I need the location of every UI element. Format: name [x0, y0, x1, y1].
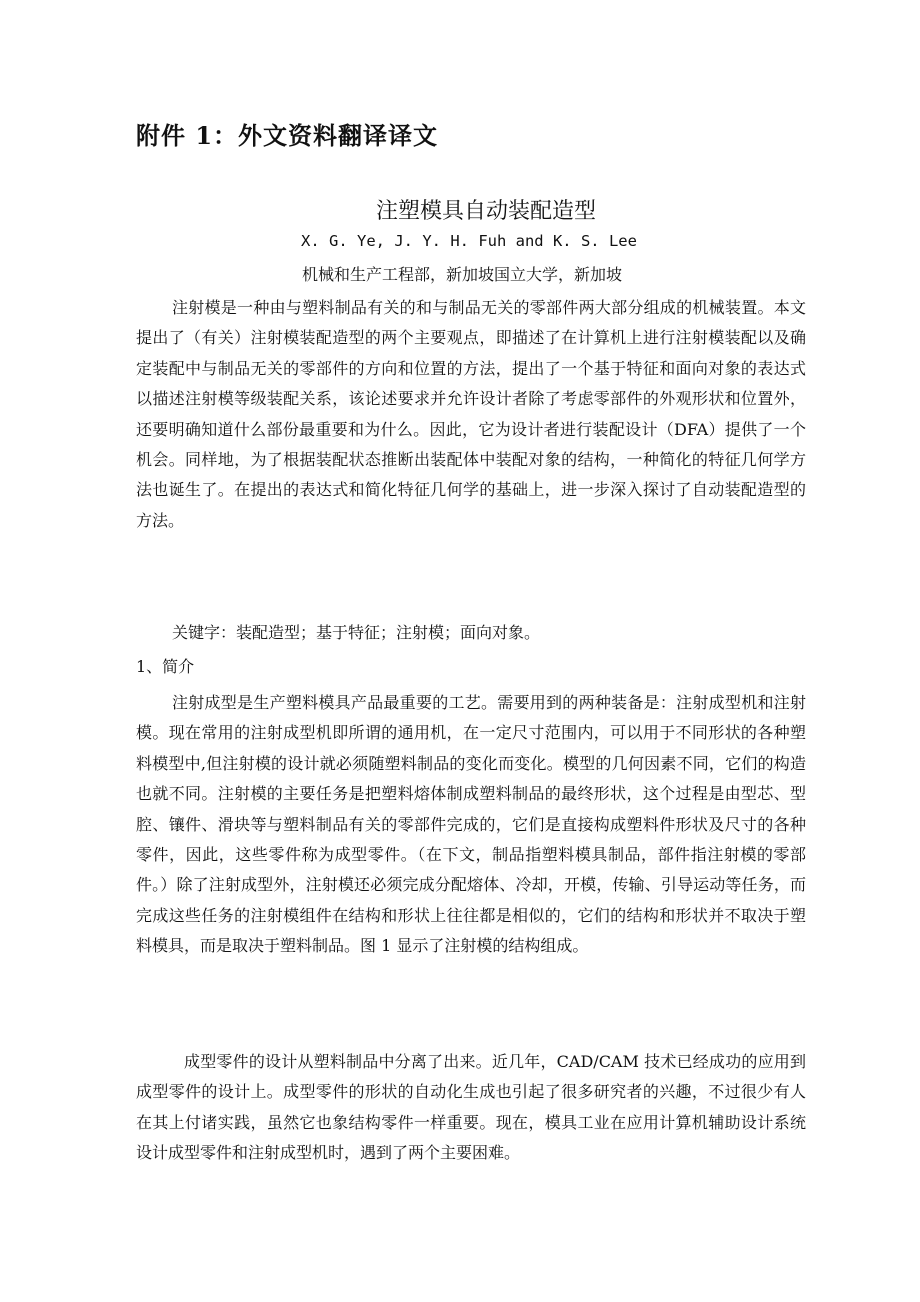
paper-title: 注塑模具自动装配造型 [375, 199, 596, 224]
keywords-line: 关键字：装配造型；基于特征；注射模；面向对象。 [172, 623, 541, 642]
body-paragraph-2: 成型零件的设计从塑料制品中分离了出来。近几年，CAD/CAM 技术已经成功的应用到成型零件的设计上。成型零件的形状的自动化生成也引起了很多研究者的兴趣，不过很少有人在其上付诸实践，虽然它也象结构零件一样重要。现在，模具工业在应用计算机辅助设计系统设计成型零件和注射成型机时，遇到了两个主要困难。 [136, 1052, 806, 1163]
abstract-paragraph: 注射模是一种由与塑料制品有关的和与制品无关的零部件两大部分组成的机械装置。本文提出了（有关）注射模装配造型的两个主要观点，即描述了在计算机上进行注射模装配以及确定装配中与制品无关的零部件的方向和位置的方法，提出了一个基于特征和面向对象的表达式以描述注射模等级装配关系，该论述要求并允许设计者除了考虑零部件的外观形状和位置外，还要明确知道什么部份最重要和为什么。因此，它为设计者进行装配设计（DFA）提供了一个机会。同样地，为了根据装配状态推断出装配体中装配对象的结构，一种简化的特征几何学方法也诞生了。在提出的表达式和简化特征几何学的基础上，进一步深入探讨了自动装配造型的方法。 [136, 298, 806, 530]
body-paragraph-1: 注射成型是生产塑料模具产品最重要的工艺。需要用到的两种装备是：注射成型机和注射模。现在常用的注射成型机即所谓的通用机，在一定尺寸范围内，可以用于不同形状的各种塑料模型中,但注射模的设计就必须随塑料制品的变化而变化。模型的几何因素不同，它们的构造也就不同。注射模的主要任务是把塑料熔体制成塑料制品的最终形状，这个过程是由型芯、型腔、镶件、滑块等与塑料制品有关的零部件完成的，它们是直接构成塑料件形状及尺寸的各种零件，因此，这些零件称为成型零件。（在下文，制品指塑料模具制品，部件指注射模的零部件。）除了注射成型外，注射模还必须完成分配熔体、冷却，开模，传输、引导运动等任务，而完成这些任务的注射模组件在结构和形状上往往都是相似的，它们的结构和形状并不取决于塑料模具，而是取决于塑料制品。图 1 显示了注射模的结构组成。 [136, 693, 806, 956]
section-heading: 1、简介 [136, 657, 195, 676]
paper-authors: X. G. Ye, J. Y. H. Fuh and K. S. Lee [301, 232, 637, 250]
paper-affiliation: 机械和生产工程部，新加坡国立大学，新加坡 [301, 265, 622, 284]
attachment-title: 附件 1：外文资料翻译译文 [136, 121, 439, 150]
